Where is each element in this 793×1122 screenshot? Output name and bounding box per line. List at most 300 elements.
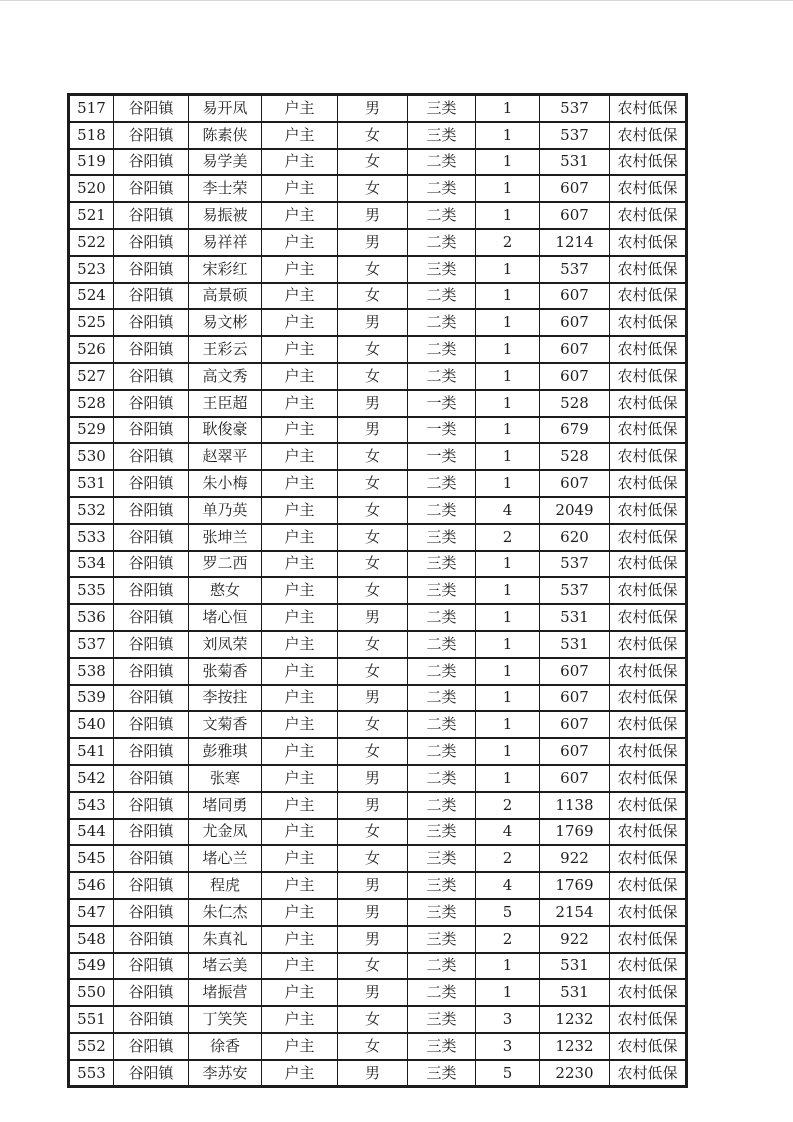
table-cell-category: 三类 [408, 524, 476, 551]
table-cell-category: 三类 [408, 872, 476, 899]
table-cell-count: 1 [476, 283, 540, 310]
table-cell-town: 谷阳镇 [114, 363, 189, 390]
table-row [69, 819, 687, 846]
table-cell-relation: 户主 [262, 229, 338, 256]
table-cell-subsidy-type: 农村低保 [610, 872, 687, 899]
table-cell-category: 二类 [408, 202, 476, 229]
table-cell-subsidy-type: 农村低保 [610, 390, 687, 417]
table-cell-relation: 户主 [262, 470, 338, 497]
table-row [69, 497, 687, 524]
table-cell-count: 2 [476, 792, 540, 819]
table-cell-category: 三类 [408, 256, 476, 283]
table-cell-gender: 男 [338, 899, 408, 926]
table-cell-row-no: 551 [69, 1006, 114, 1033]
table-cell-subsidy-type: 农村低保 [610, 524, 687, 551]
table-cell-subsidy-type: 农村低保 [610, 953, 687, 980]
table-cell-amount: 679 [540, 417, 610, 444]
table-cell-town: 谷阳镇 [114, 202, 189, 229]
table-cell-category: 二类 [408, 470, 476, 497]
table-cell-relation: 户主 [262, 202, 338, 229]
table-cell-category: 二类 [408, 336, 476, 363]
table-cell-gender: 女 [338, 1033, 408, 1060]
table-cell-name: 赵翠平 [189, 443, 262, 470]
table-cell-category: 一类 [408, 417, 476, 444]
table-cell-category: 二类 [408, 283, 476, 310]
table-row [69, 738, 687, 765]
table-row [69, 577, 687, 604]
table-cell-count: 4 [476, 819, 540, 846]
table-cell-category: 二类 [408, 631, 476, 658]
table-cell-row-no: 529 [69, 417, 114, 444]
table-cell-gender: 女 [338, 577, 408, 604]
table-cell-row-no: 540 [69, 711, 114, 738]
table-cell-subsidy-type: 农村低保 [610, 122, 687, 149]
table-cell-name: 陈素侠 [189, 122, 262, 149]
table-cell-relation: 户主 [262, 417, 338, 444]
table-cell-row-no: 517 [69, 95, 114, 122]
table-cell-town: 谷阳镇 [114, 577, 189, 604]
table-cell-subsidy-type: 农村低保 [610, 899, 687, 926]
table-cell-amount: 531 [540, 604, 610, 631]
table-cell-row-no: 539 [69, 685, 114, 712]
table-cell-town: 谷阳镇 [114, 390, 189, 417]
table-cell-gender: 女 [338, 363, 408, 390]
table-cell-name: 高文秀 [189, 363, 262, 390]
table-cell-count: 1 [476, 363, 540, 390]
table-cell-category: 三类 [408, 899, 476, 926]
table-cell-count: 1 [476, 417, 540, 444]
table-cell-name: 张菊香 [189, 658, 262, 685]
table-cell-amount: 531 [540, 979, 610, 1006]
table-cell-town: 谷阳镇 [114, 899, 189, 926]
table-cell-name: 徐香 [189, 1033, 262, 1060]
table-cell-amount: 607 [540, 765, 610, 792]
table-cell-amount: 531 [540, 149, 610, 176]
table-cell-count: 1 [476, 390, 540, 417]
table-row [69, 979, 687, 1006]
table-cell-count: 1 [476, 979, 540, 1006]
table-cell-subsidy-type: 农村低保 [610, 309, 687, 336]
table-cell-subsidy-type: 农村低保 [610, 417, 687, 444]
table-cell-gender: 女 [338, 149, 408, 176]
table-cell-town: 谷阳镇 [114, 497, 189, 524]
table-cell-amount: 531 [540, 631, 610, 658]
table-cell-gender: 女 [338, 953, 408, 980]
table-cell-amount: 1769 [540, 872, 610, 899]
table-cell-row-no: 543 [69, 792, 114, 819]
table-cell-relation: 户主 [262, 1060, 338, 1087]
table-cell-gender: 女 [338, 551, 408, 578]
table-cell-town: 谷阳镇 [114, 819, 189, 846]
table-cell-town: 谷阳镇 [114, 175, 189, 202]
table-row [69, 899, 687, 926]
table-cell-amount: 537 [540, 256, 610, 283]
table-cell-row-no: 525 [69, 309, 114, 336]
table-cell-amount: 607 [540, 658, 610, 685]
table-cell-gender: 男 [338, 926, 408, 953]
table-cell-count: 4 [476, 872, 540, 899]
table-cell-category: 二类 [408, 738, 476, 765]
table-cell-subsidy-type: 农村低保 [610, 551, 687, 578]
table-cell-subsidy-type: 农村低保 [610, 256, 687, 283]
table-row [69, 1006, 687, 1033]
table-cell-gender: 女 [338, 1006, 408, 1033]
table-cell-count: 4 [476, 497, 540, 524]
table-cell-category: 三类 [408, 926, 476, 953]
table-row [69, 336, 687, 363]
table-cell-subsidy-type: 农村低保 [610, 604, 687, 631]
table-cell-count: 3 [476, 1006, 540, 1033]
table-cell-subsidy-type: 农村低保 [610, 229, 687, 256]
table-cell-row-no: 538 [69, 658, 114, 685]
table-cell-name: 李苏安 [189, 1060, 262, 1087]
table-cell-gender: 女 [338, 443, 408, 470]
table-row [69, 953, 687, 980]
table-cell-count: 1 [476, 685, 540, 712]
table-cell-relation: 户主 [262, 711, 338, 738]
table-cell-amount: 607 [540, 685, 610, 712]
table-row [69, 631, 687, 658]
table-cell-category: 三类 [408, 577, 476, 604]
table-cell-town: 谷阳镇 [114, 256, 189, 283]
table-cell-town: 谷阳镇 [114, 443, 189, 470]
table-row [69, 524, 687, 551]
table-cell-category: 二类 [408, 792, 476, 819]
table-cell-gender: 女 [338, 524, 408, 551]
table-row [69, 551, 687, 578]
table-cell-relation: 户主 [262, 658, 338, 685]
table-cell-count: 1 [476, 443, 540, 470]
table-cell-relation: 户主 [262, 738, 338, 765]
table-row [69, 122, 687, 149]
table-cell-town: 谷阳镇 [114, 95, 189, 122]
table-cell-row-no: 528 [69, 390, 114, 417]
table-row [69, 95, 687, 122]
table-cell-relation: 户主 [262, 845, 338, 872]
table-cell-subsidy-type: 农村低保 [610, 631, 687, 658]
table-cell-town: 谷阳镇 [114, 122, 189, 149]
table-cell-gender: 男 [338, 229, 408, 256]
table-cell-count: 1 [476, 202, 540, 229]
table-row [69, 845, 687, 872]
table-cell-category: 一类 [408, 443, 476, 470]
table-cell-count: 2 [476, 524, 540, 551]
table-cell-row-no: 533 [69, 524, 114, 551]
table-cell-subsidy-type: 农村低保 [610, 845, 687, 872]
table-cell-town: 谷阳镇 [114, 926, 189, 953]
table-cell-category: 三类 [408, 122, 476, 149]
table-cell-row-no: 548 [69, 926, 114, 953]
table-cell-town: 谷阳镇 [114, 470, 189, 497]
table-cell-relation: 户主 [262, 443, 338, 470]
table-cell-name: 堵心恒 [189, 604, 262, 631]
table-row [69, 872, 687, 899]
table-cell-count: 1 [476, 336, 540, 363]
table-cell-subsidy-type: 农村低保 [610, 819, 687, 846]
table-cell-gender: 男 [338, 417, 408, 444]
table-row [69, 685, 687, 712]
table-cell-relation: 户主 [262, 577, 338, 604]
table-cell-town: 谷阳镇 [114, 229, 189, 256]
table-cell-row-no: 522 [69, 229, 114, 256]
table-cell-amount: 607 [540, 202, 610, 229]
table-cell-name: 朱小梅 [189, 470, 262, 497]
table-cell-town: 谷阳镇 [114, 953, 189, 980]
table-cell-relation: 户主 [262, 1033, 338, 1060]
table-cell-subsidy-type: 农村低保 [610, 470, 687, 497]
table-cell-relation: 户主 [262, 256, 338, 283]
table-cell-amount: 537 [540, 95, 610, 122]
table-cell-subsidy-type: 农村低保 [610, 95, 687, 122]
table-cell-amount: 922 [540, 845, 610, 872]
table-cell-count: 1 [476, 175, 540, 202]
table-row [69, 792, 687, 819]
table-cell-name: 堵同勇 [189, 792, 262, 819]
table-cell-row-no: 553 [69, 1060, 114, 1087]
table-cell-count: 1 [476, 470, 540, 497]
table-cell-town: 谷阳镇 [114, 658, 189, 685]
table-cell-amount: 1138 [540, 792, 610, 819]
table-row [69, 417, 687, 444]
table-cell-subsidy-type: 农村低保 [610, 658, 687, 685]
table-cell-name: 李士荣 [189, 175, 262, 202]
table-cell-relation: 户主 [262, 792, 338, 819]
table-cell-category: 三类 [408, 551, 476, 578]
table-cell-row-no: 532 [69, 497, 114, 524]
table-cell-gender: 女 [338, 845, 408, 872]
table-row [69, 149, 687, 176]
table-cell-relation: 户主 [262, 336, 338, 363]
table-cell-town: 谷阳镇 [114, 524, 189, 551]
table-cell-gender: 女 [338, 283, 408, 310]
table-cell-name: 堵振营 [189, 979, 262, 1006]
table-cell-count: 1 [476, 604, 540, 631]
table-cell-town: 谷阳镇 [114, 336, 189, 363]
table-cell-name: 易开凤 [189, 95, 262, 122]
table-cell-count: 2 [476, 229, 540, 256]
table-cell-amount: 607 [540, 470, 610, 497]
table-cell-category: 二类 [408, 149, 476, 176]
table-cell-count: 1 [476, 122, 540, 149]
table-cell-town: 谷阳镇 [114, 765, 189, 792]
table-cell-count: 1 [476, 95, 540, 122]
table-cell-category: 二类 [408, 658, 476, 685]
table-cell-row-no: 521 [69, 202, 114, 229]
table-cell-count: 1 [476, 256, 540, 283]
table-row [69, 443, 687, 470]
table-cell-subsidy-type: 农村低保 [610, 363, 687, 390]
table-cell-subsidy-type: 农村低保 [610, 765, 687, 792]
table-cell-relation: 户主 [262, 1006, 338, 1033]
table-cell-count: 1 [476, 711, 540, 738]
table-cell-town: 谷阳镇 [114, 1033, 189, 1060]
table-cell-amount: 1232 [540, 1006, 610, 1033]
table-cell-subsidy-type: 农村低保 [610, 926, 687, 953]
table-cell-row-no: 531 [69, 470, 114, 497]
table-cell-row-no: 530 [69, 443, 114, 470]
table-cell-row-no: 523 [69, 256, 114, 283]
table-cell-amount: 1232 [540, 1033, 610, 1060]
table-cell-relation: 户主 [262, 765, 338, 792]
table-cell-town: 谷阳镇 [114, 845, 189, 872]
table-row [69, 1060, 687, 1087]
table-cell-amount: 528 [540, 443, 610, 470]
table-cell-name: 王臣超 [189, 390, 262, 417]
table-cell-category: 二类 [408, 765, 476, 792]
table-cell-town: 谷阳镇 [114, 792, 189, 819]
table-cell-name: 易学美 [189, 149, 262, 176]
table-row [69, 363, 687, 390]
table-cell-row-no: 542 [69, 765, 114, 792]
table-cell-relation: 户主 [262, 926, 338, 953]
table-cell-gender: 男 [338, 390, 408, 417]
table-cell-count: 1 [476, 765, 540, 792]
table-cell-subsidy-type: 农村低保 [610, 792, 687, 819]
table-cell-row-no: 541 [69, 738, 114, 765]
table-cell-town: 谷阳镇 [114, 149, 189, 176]
table-cell-row-no: 536 [69, 604, 114, 631]
table-cell-gender: 女 [338, 819, 408, 846]
table-cell-category: 二类 [408, 953, 476, 980]
table-cell-subsidy-type: 农村低保 [610, 1006, 687, 1033]
table-cell-subsidy-type: 农村低保 [610, 979, 687, 1006]
table-cell-row-no: 535 [69, 577, 114, 604]
table-cell-gender: 女 [338, 175, 408, 202]
table-cell-subsidy-type: 农村低保 [610, 1033, 687, 1060]
table-cell-relation: 户主 [262, 604, 338, 631]
table-cell-town: 谷阳镇 [114, 685, 189, 712]
table-cell-amount: 922 [540, 926, 610, 953]
table-cell-relation: 户主 [262, 95, 338, 122]
table-cell-category: 三类 [408, 1033, 476, 1060]
table-cell-gender: 男 [338, 604, 408, 631]
table-row [69, 711, 687, 738]
table-cell-category: 二类 [408, 979, 476, 1006]
table-cell-count: 2 [476, 845, 540, 872]
table-cell-town: 谷阳镇 [114, 417, 189, 444]
table-cell-amount: 537 [540, 551, 610, 578]
table-cell-category: 三类 [408, 95, 476, 122]
table-cell-town: 谷阳镇 [114, 1006, 189, 1033]
table-cell-relation: 户主 [262, 175, 338, 202]
table-cell-count: 1 [476, 631, 540, 658]
subsidy-table [67, 93, 688, 1088]
table-cell-subsidy-type: 农村低保 [610, 149, 687, 176]
table-cell-gender: 女 [338, 122, 408, 149]
table-cell-gender: 女 [338, 497, 408, 524]
table-cell-count: 1 [476, 149, 540, 176]
table-cell-row-no: 526 [69, 336, 114, 363]
table-cell-town: 谷阳镇 [114, 631, 189, 658]
table-cell-name: 文菊香 [189, 711, 262, 738]
table-cell-subsidy-type: 农村低保 [610, 336, 687, 363]
table-cell-gender: 女 [338, 631, 408, 658]
table-cell-relation: 户主 [262, 283, 338, 310]
table-cell-relation: 户主 [262, 685, 338, 712]
table-cell-gender: 女 [338, 470, 408, 497]
table-cell-name: 张坤兰 [189, 524, 262, 551]
table-cell-relation: 户主 [262, 631, 338, 658]
table-cell-gender: 女 [338, 711, 408, 738]
table-cell-gender: 男 [338, 685, 408, 712]
table-cell-name: 王彩云 [189, 336, 262, 363]
table-cell-subsidy-type: 农村低保 [610, 443, 687, 470]
table-cell-gender: 女 [338, 256, 408, 283]
table-cell-row-no: 527 [69, 363, 114, 390]
table-cell-amount: 2049 [540, 497, 610, 524]
table-cell-amount: 1214 [540, 229, 610, 256]
table-row [69, 765, 687, 792]
table-cell-row-no: 534 [69, 551, 114, 578]
table-cell-category: 三类 [408, 819, 476, 846]
table-cell-gender: 女 [338, 738, 408, 765]
table-cell-town: 谷阳镇 [114, 309, 189, 336]
table-cell-category: 二类 [408, 497, 476, 524]
table-cell-row-no: 520 [69, 175, 114, 202]
table-cell-gender: 女 [338, 336, 408, 363]
table-row [69, 604, 687, 631]
table-cell-name: 易文彬 [189, 309, 262, 336]
table-cell-row-no: 524 [69, 283, 114, 310]
table-cell-name: 易振被 [189, 202, 262, 229]
table-cell-subsidy-type: 农村低保 [610, 738, 687, 765]
table-cell-name: 易祥祥 [189, 229, 262, 256]
table-cell-subsidy-type: 农村低保 [610, 497, 687, 524]
table-cell-name: 丁笑笑 [189, 1006, 262, 1033]
table-cell-row-no: 518 [69, 122, 114, 149]
table-cell-gender: 男 [338, 792, 408, 819]
table-cell-gender: 女 [338, 658, 408, 685]
table-cell-row-no: 545 [69, 845, 114, 872]
table-cell-name: 尤金凤 [189, 819, 262, 846]
table-cell-relation: 户主 [262, 953, 338, 980]
table-row [69, 470, 687, 497]
table-cell-relation: 户主 [262, 899, 338, 926]
table-cell-subsidy-type: 农村低保 [610, 202, 687, 229]
table-cell-category: 二类 [408, 175, 476, 202]
table-cell-amount: 537 [540, 577, 610, 604]
table-cell-category: 二类 [408, 711, 476, 738]
table-cell-count: 5 [476, 1060, 540, 1087]
table-cell-town: 谷阳镇 [114, 711, 189, 738]
table-cell-category: 二类 [408, 309, 476, 336]
table-cell-name: 彭雅琪 [189, 738, 262, 765]
table-cell-amount: 607 [540, 336, 610, 363]
table-cell-relation: 户主 [262, 309, 338, 336]
table-cell-name: 宋彩红 [189, 256, 262, 283]
table-cell-subsidy-type: 农村低保 [610, 577, 687, 604]
table-cell-name: 憨女 [189, 577, 262, 604]
table-cell-amount: 528 [540, 390, 610, 417]
table-cell-gender: 男 [338, 202, 408, 229]
table-row [69, 175, 687, 202]
table-cell-count: 1 [476, 738, 540, 765]
table-cell-row-no: 519 [69, 149, 114, 176]
table-cell-amount: 607 [540, 711, 610, 738]
table-cell-name: 耿俊豪 [189, 417, 262, 444]
table-cell-subsidy-type: 农村低保 [610, 1060, 687, 1087]
table-cell-category: 二类 [408, 363, 476, 390]
table-row [69, 926, 687, 953]
table-cell-amount: 607 [540, 283, 610, 310]
table-cell-town: 谷阳镇 [114, 283, 189, 310]
table-cell-relation: 户主 [262, 390, 338, 417]
table-cell-row-no: 546 [69, 872, 114, 899]
table-cell-subsidy-type: 农村低保 [610, 711, 687, 738]
table-cell-amount: 607 [540, 738, 610, 765]
table-cell-count: 5 [476, 899, 540, 926]
table-cell-name: 堵心兰 [189, 845, 262, 872]
